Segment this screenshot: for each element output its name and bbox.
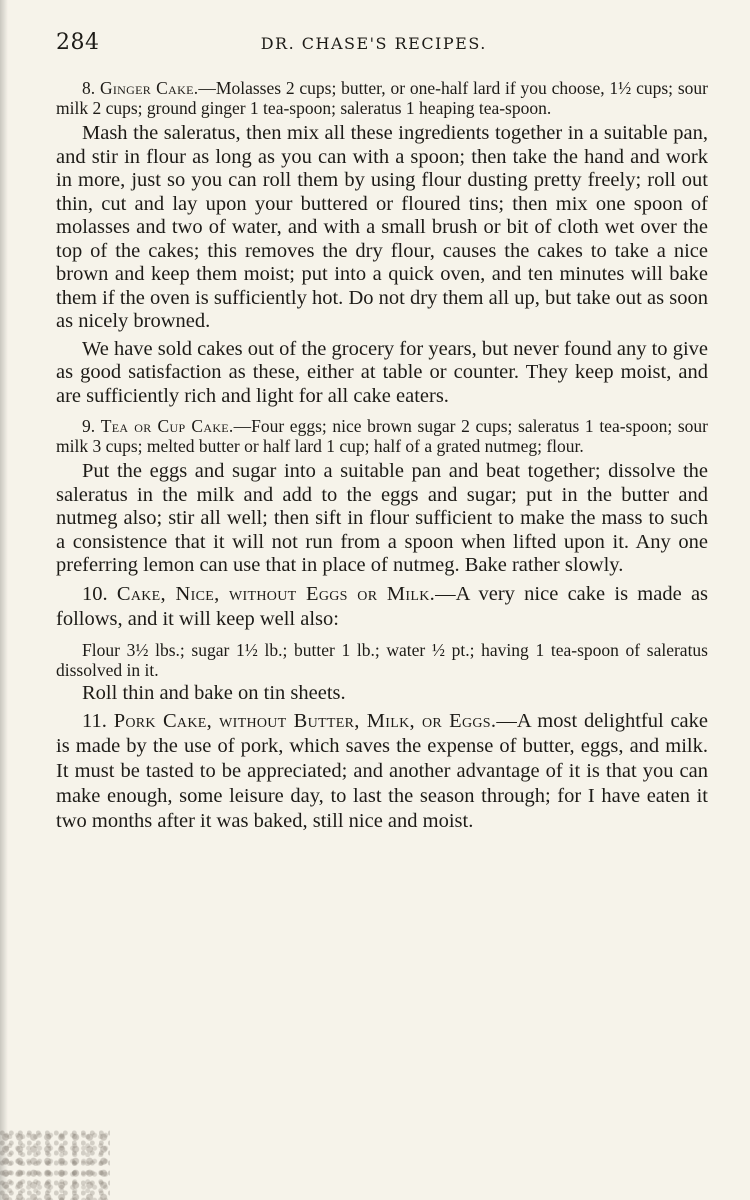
recipe-10-ingredients: Flour 3½ lbs.; sugar 1½ lb.; butter 1 lb.; water ½ pt.; having 1 tea-spoon of saleratus dissolved in it. bbox=[56, 639, 708, 680]
recipe-9-paragraph-1: Put the eggs and sugar into a suitable pan and beat together; dissolve the saleratus in the milk and add to the eggs and sugar; put in the butter and nutmeg also; stir all well; then sift in flour sufficient to make the mass to such a consistence that it will not run from a spoon when lifted upon it. Any one preferring lemon can use that in place of nutmeg. Bake rather slowly. bbox=[56, 460, 708, 576]
recipe-9-ingredients bbox=[56, 416, 708, 456]
recipe-8-number: 8. bbox=[82, 78, 96, 98]
recipe-9-title: Tea or Cup Cake. bbox=[100, 416, 234, 436]
recipe-8-paragraph-1: Mash the saleratus, then mix all these ingredients together in a suitable pan, and stir in flour as long as you can with a spoon; then take the hand and work in more, just so you can roll them by using flour dusting pretty freely; roll out thin, cut and lay upon your buttered or floured tins; then mix one spoon of molasses and two of water, and with a small brush or bit of cloth wet over the top of the cakes; this removes the dry flour, causes the cakes to take a nice brown and keep them moist; put into a quick oven, and ten minutes will bake them if the oven is sufficiently hot. Do not dry them all up, but take out as soon as nicely browned. bbox=[56, 122, 708, 332]
recipe-8-ingredients bbox=[56, 78, 708, 118]
page-edge-shadow bbox=[0, 0, 8, 1200]
recipe-11-number: 11. bbox=[82, 710, 107, 732]
recipe-8-paragraph-2: We have sold cakes out of the grocery for years, but never found any to give as good satisfaction as these, either at table or counter. They keep moist, and are sufficiently rich and light for all cake eaters. bbox=[56, 337, 708, 407]
page-content bbox=[56, 78, 708, 834]
recipe-8-title: Ginger Cake. bbox=[99, 78, 199, 98]
recipe-10-number: 10. bbox=[82, 582, 108, 605]
recipe-10-paragraph-1: Roll thin and bake on tin sheets. bbox=[82, 681, 346, 704]
recipe-10-title: Cake, Nice, without Eggs or Milk. bbox=[116, 582, 436, 605]
ink-smudge-decoration bbox=[0, 1130, 110, 1200]
page-number: 284 bbox=[56, 30, 100, 55]
recipe-10-intro-text: —A very nice cake is made as follows, and it will keep well also: bbox=[56, 582, 709, 630]
recipe-11-title: Pork Cake, without Butter, Milk, or Eggs. bbox=[113, 710, 497, 732]
recipe-11-intro-text: —A most delightful cake is made by the use of pork, which saves the expense of butter, eggs, and milk. It must be tasted to be appreciated; and another advantage of it is that you can make enough, some leisure day, to last the season through; for I have eaten it two months after it was baked, still nice and moist. bbox=[56, 710, 709, 832]
page-header bbox=[56, 30, 708, 70]
running-title: DR. CHASE'S RECIPES. bbox=[260, 34, 487, 53]
recipe-9-number: 9. bbox=[82, 416, 96, 436]
recipe-9-ingredients-text: —Four eggs; nice brown sugar 2 cups; saleratus 1 tea-spoon; sour milk 3 cups; melted butter or half lard 1 cup; half of a grated nutmeg; flour. bbox=[56, 416, 708, 456]
recipe-11-intro bbox=[56, 709, 708, 834]
recipe-10-intro bbox=[56, 582, 708, 632]
recipe-8-ingredients-text: —Molasses 2 cups; butter, or one-half lard if you choose, 1½ cups; sour milk 2 cups; ground ginger 1 tea-spoon; saleratus 1 heaping tea-spoon. bbox=[56, 78, 709, 118]
